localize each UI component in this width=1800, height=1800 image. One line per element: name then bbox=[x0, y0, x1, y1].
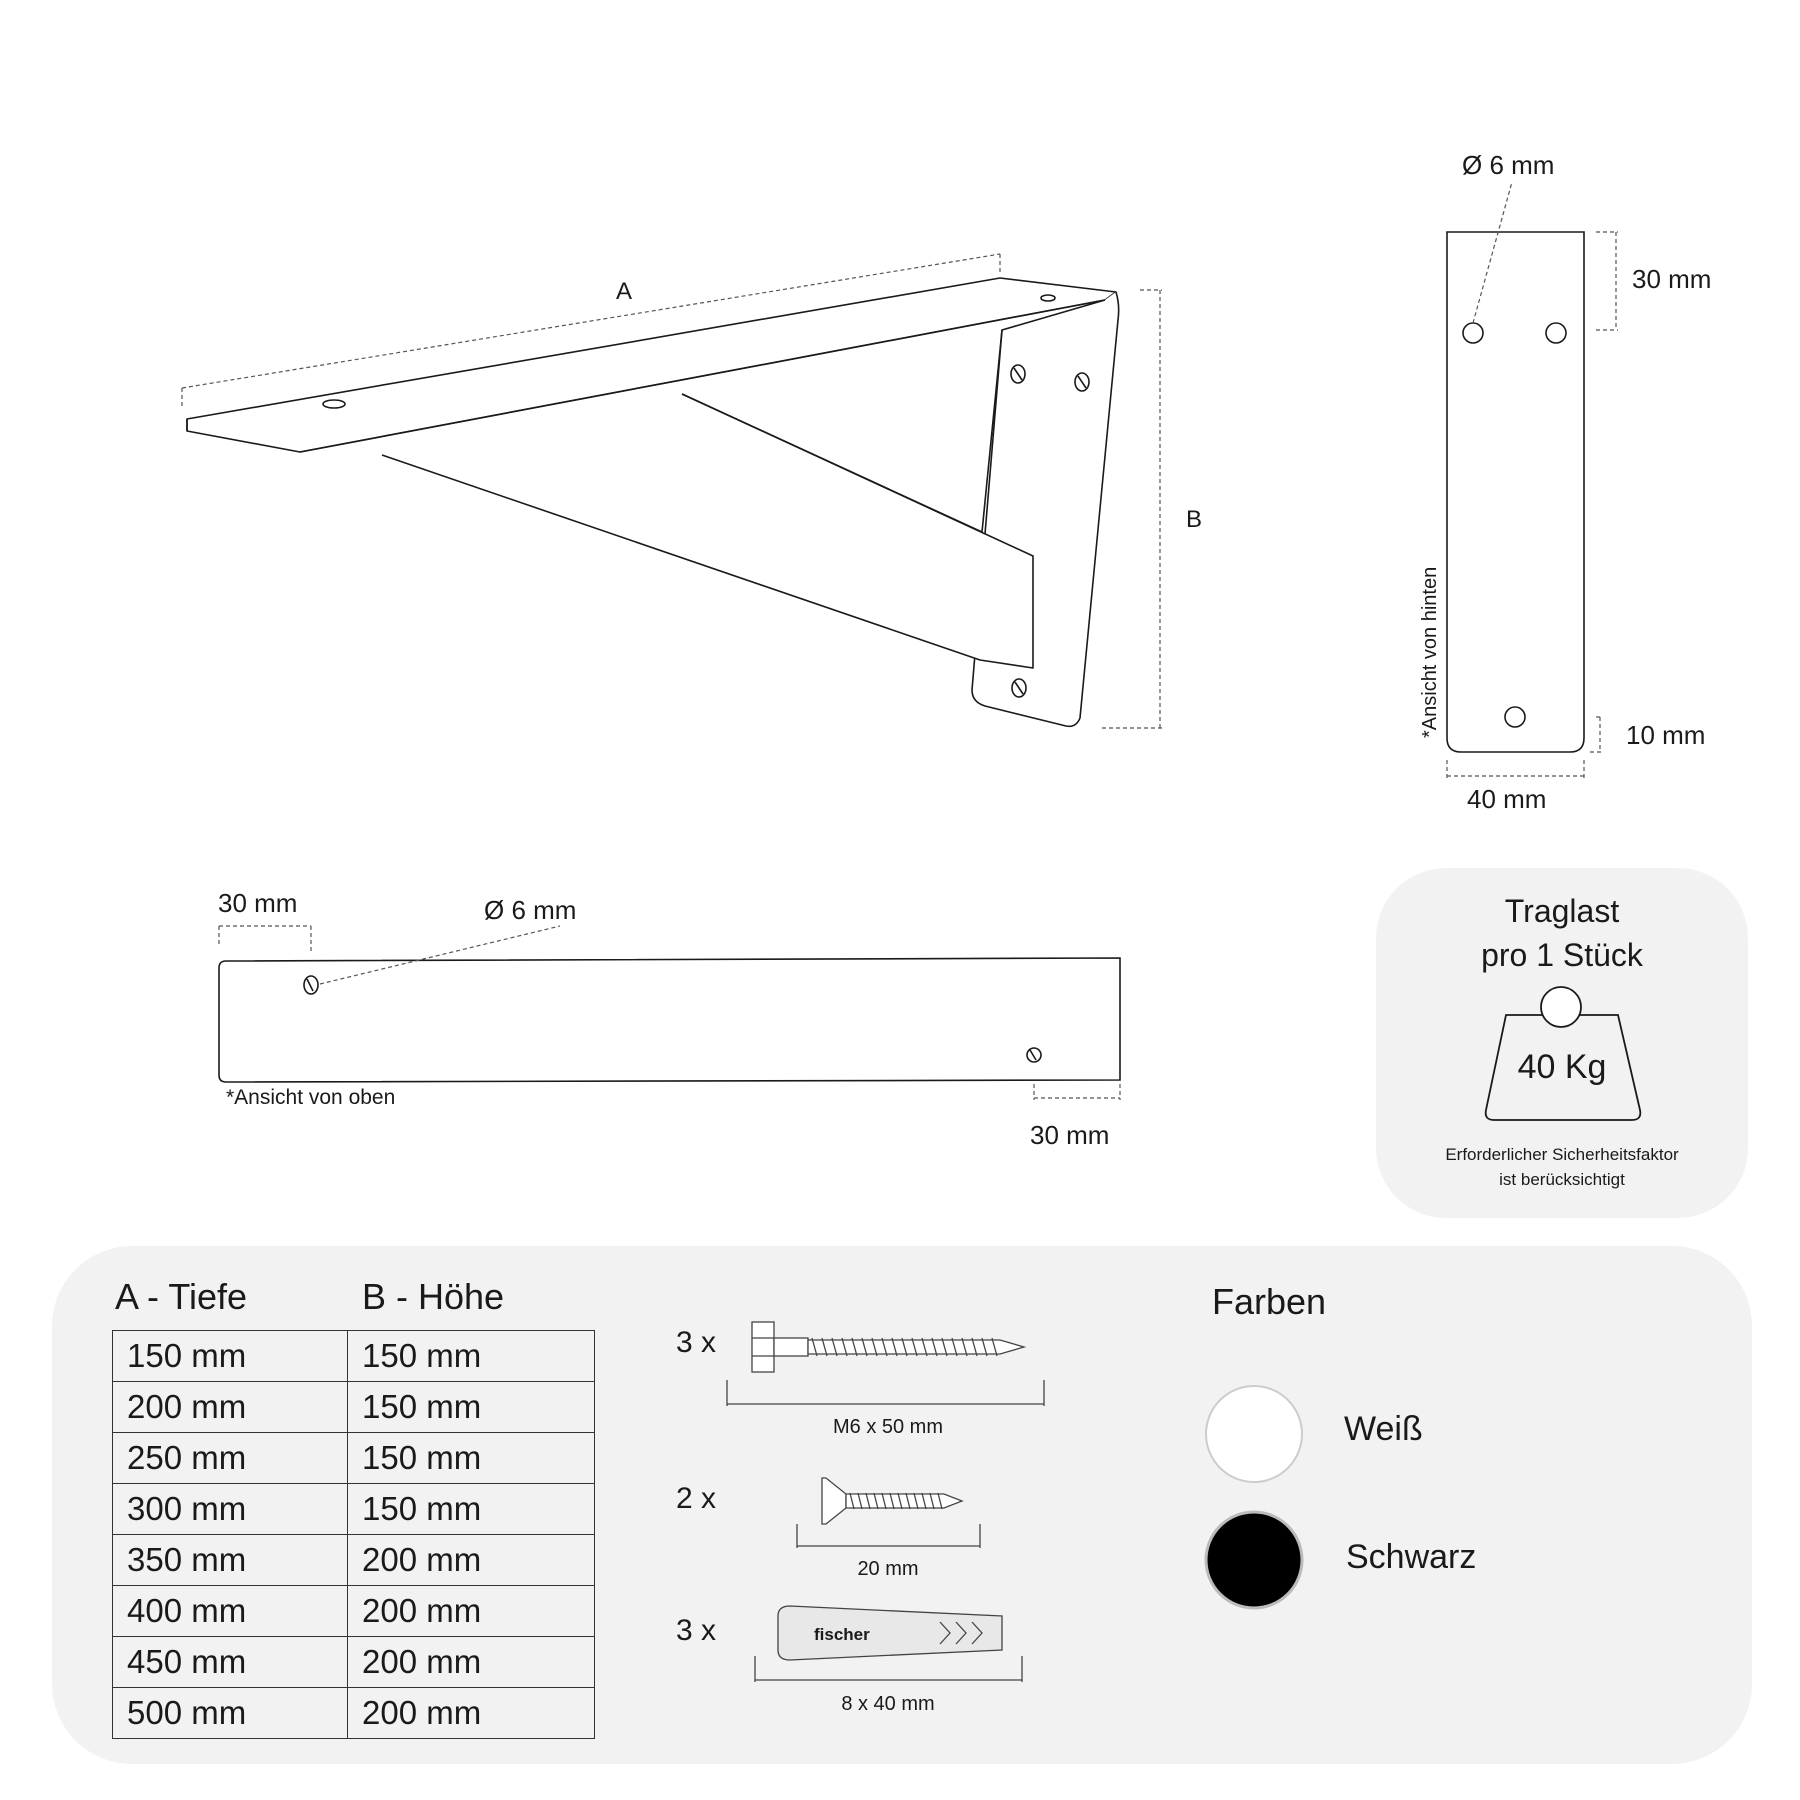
table-row bbox=[113, 1433, 595, 1484]
color-swatch-black[interactable] bbox=[1206, 1512, 1302, 1608]
table-row bbox=[113, 1331, 595, 1382]
load-title-line1: Traglast bbox=[1504, 893, 1620, 929]
table-row bbox=[113, 1586, 595, 1637]
hex-bolt-icon bbox=[752, 1322, 1024, 1372]
height-cell: 150 mm bbox=[348, 1484, 595, 1535]
column-header-height: B - Höhe bbox=[362, 1276, 505, 1317]
load-title-line2: pro 1 Stück bbox=[1481, 937, 1643, 973]
column-header-depth: A - Tiefe bbox=[115, 1276, 248, 1317]
depth-cell: 350 mm bbox=[113, 1535, 348, 1586]
screw-dimension bbox=[797, 1524, 980, 1548]
dimension-b-label: B bbox=[1186, 506, 1203, 533]
height-cell: 200 mm bbox=[348, 1637, 595, 1688]
load-note-line2: ist berücksichtigt bbox=[1499, 1170, 1625, 1189]
height-cell: 150 mm bbox=[348, 1382, 595, 1433]
color-swatch-white[interactable] bbox=[1206, 1386, 1302, 1482]
dimension-a-label: A bbox=[616, 278, 633, 305]
color-name-white: Weiß bbox=[1344, 1410, 1423, 1448]
height-cell: 200 mm bbox=[348, 1688, 595, 1739]
bolt-dim-label: M6 x 50 mm bbox=[832, 1416, 944, 1438]
screw-dim-label: 20 mm bbox=[857, 1558, 919, 1580]
size-table bbox=[112, 1330, 595, 1739]
table-row bbox=[113, 1382, 595, 1433]
wall-plug-brand: fischer bbox=[814, 1625, 870, 1644]
back-width-label: 40 mm bbox=[1467, 784, 1547, 814]
height-cell: 150 mm bbox=[348, 1331, 595, 1382]
top-right-offset-label: 30 mm bbox=[1030, 1120, 1110, 1150]
bracket-back-view bbox=[1447, 232, 1584, 752]
depth-cell: 300 mm bbox=[113, 1484, 348, 1535]
screw-qty: 2 x bbox=[676, 1482, 717, 1515]
top-view-caption: *Ansicht von oben bbox=[226, 1086, 396, 1109]
color-name-black: Schwarz bbox=[1346, 1538, 1477, 1576]
depth-cell: 250 mm bbox=[113, 1433, 348, 1484]
back-bottom-offset-label: 10 mm bbox=[1626, 720, 1706, 750]
depth-cell: 500 mm bbox=[113, 1688, 348, 1739]
height-cell: 150 mm bbox=[348, 1433, 595, 1484]
table-row bbox=[113, 1637, 595, 1688]
bracket-top-view bbox=[219, 958, 1120, 1082]
table-row bbox=[113, 1484, 595, 1535]
back-view-caption: *Ansicht von hinten bbox=[1419, 566, 1441, 738]
plug-dim-label: 8 x 40 mm bbox=[841, 1693, 935, 1715]
height-cell: 200 mm bbox=[348, 1535, 595, 1586]
back-top-offset-label: 30 mm bbox=[1632, 264, 1712, 294]
top-hole-diameter-label: Ø 6 mm bbox=[484, 895, 577, 925]
bolt-qty: 3 x bbox=[676, 1326, 717, 1359]
depth-cell: 200 mm bbox=[113, 1382, 348, 1433]
bolt-dimension bbox=[727, 1380, 1044, 1406]
depth-cell: 400 mm bbox=[113, 1586, 348, 1637]
top-left-offset-label: 30 mm bbox=[218, 888, 298, 918]
load-note-line1: Erforderlicher Sicherheitsfaktor bbox=[1445, 1145, 1679, 1164]
wall-plug-icon bbox=[778, 1606, 1002, 1660]
load-value: 40 Kg bbox=[1517, 1048, 1607, 1086]
countersunk-screw-icon bbox=[822, 1478, 962, 1524]
back-hole-diameter-label: Ø 6 mm bbox=[1462, 150, 1555, 180]
plug-qty: 3 x bbox=[676, 1614, 717, 1647]
depth-cell: 450 mm bbox=[113, 1637, 348, 1688]
table-row bbox=[113, 1535, 595, 1586]
height-cell: 200 mm bbox=[348, 1586, 595, 1637]
colors-heading: Farben bbox=[1212, 1281, 1327, 1322]
depth-cell: 150 mm bbox=[113, 1331, 348, 1382]
table-row bbox=[113, 1688, 595, 1739]
bracket-perspective-view bbox=[187, 278, 1119, 726]
